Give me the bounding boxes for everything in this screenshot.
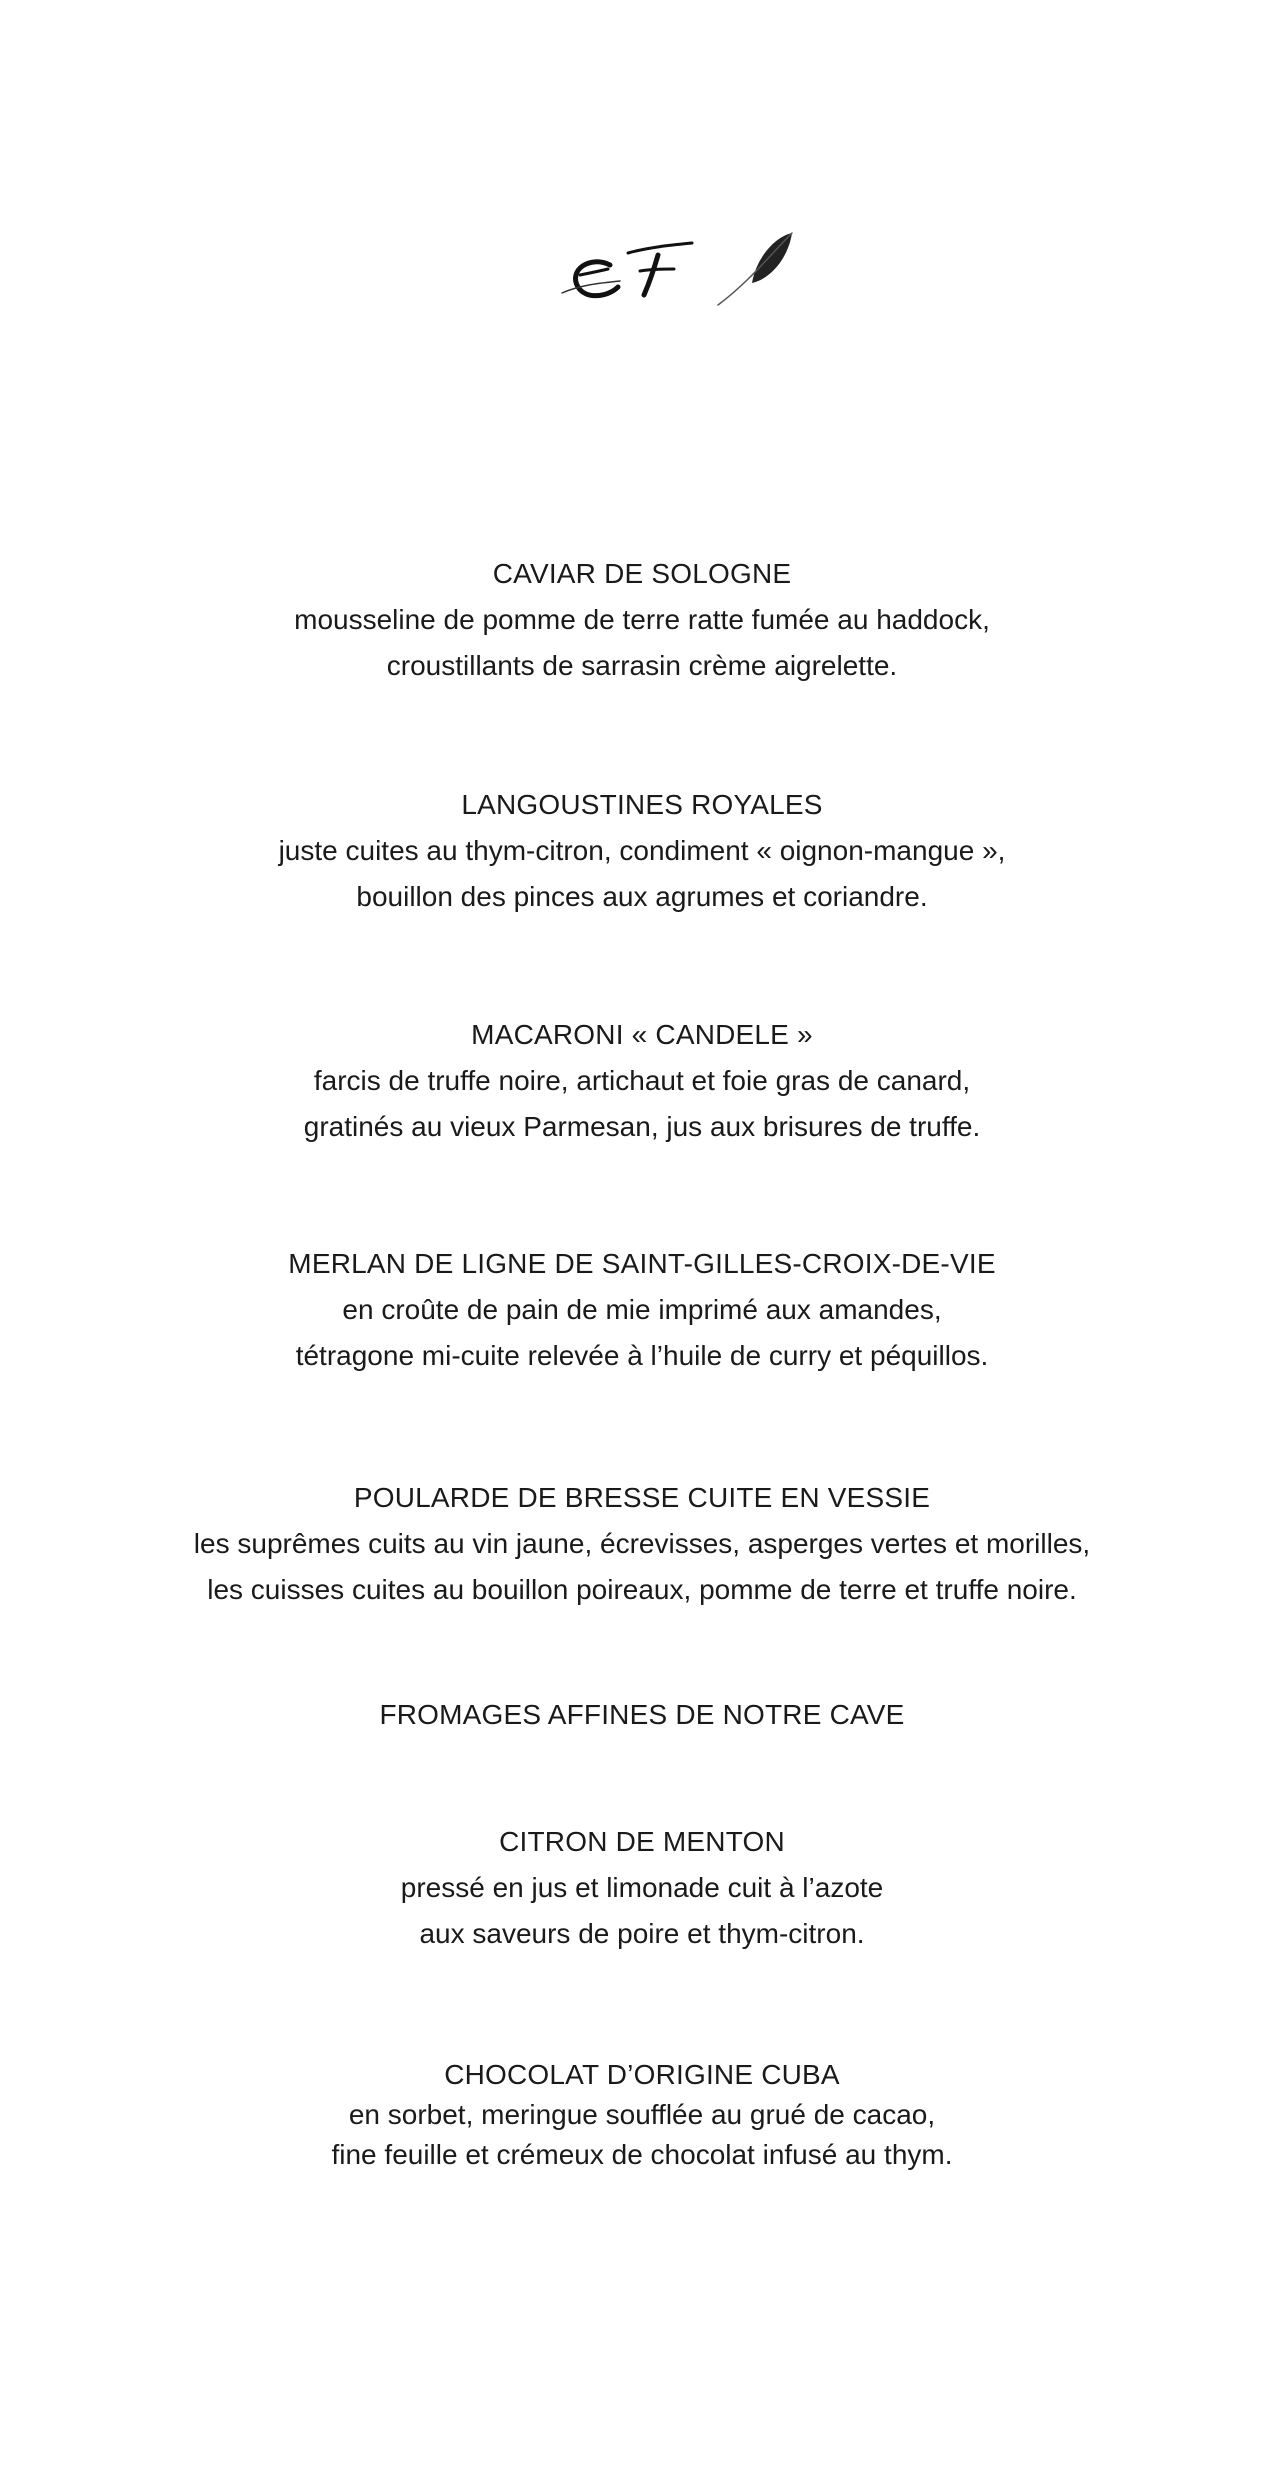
dish-title: MERLAN DE LIGNE DE SAINT-GILLES-CROIX-DE-VIE: [288, 1248, 996, 1279]
feather-icon: [718, 233, 792, 305]
dish-title: POULARDE DE BRESSE CUITE EN VESSIE: [353, 1482, 931, 1513]
dish-title: LANGOUSTINES ROYALES: [461, 789, 823, 820]
dish-description-line: en sorbet, meringue soufflée au grué de cacao,: [348, 2099, 936, 2130]
dish-citron: [0, 1819, 1284, 1957]
dish-description-line: farcis de truffe noire, artichaut et foie gras de canard,: [313, 1065, 971, 1096]
dish-title: CHOCOLAT D’ORIGINE CUBA: [444, 2059, 840, 2090]
dish-fromages: [0, 1692, 1284, 1738]
ef-monogram: [560, 225, 800, 315]
dish-macaroni: [0, 1012, 1284, 1150]
dish-caviar: [0, 551, 1284, 689]
dish-poularde: [0, 1475, 1284, 1613]
dish-title: CITRON DE MENTON: [499, 1826, 785, 1857]
dish-description-line: tétragone mi-cuite relevée à l’huile de curry et péquillos.: [295, 1340, 989, 1371]
dish-title: FROMAGES AFFINES DE NOTRE CAVE: [379, 1699, 905, 1730]
dish-description-line: croustillants de sarrasin crème aigrelette.: [386, 650, 898, 681]
dish-description-line: aux saveurs de poire et thym-citron.: [419, 1918, 865, 1949]
dish-description-line: juste cuites au thym-citron, condiment « oignon-mangue »,: [278, 835, 1006, 866]
dish-description-line: les suprêmes cuits au vin jaune, écrevisses, asperges vertes et morilles,: [193, 1528, 1091, 1559]
dish-title: MACARONI « CANDELE »: [471, 1019, 813, 1050]
dish-merlan: [0, 1241, 1284, 1379]
dish-description-line: mousseline de pomme de terre ratte fumée au haddock,: [294, 604, 990, 635]
dish-description-line: en croûte de pain de mie imprimé aux amandes,: [342, 1294, 942, 1325]
dish-langoustines: [0, 782, 1284, 920]
monogram-logo: [560, 225, 800, 315]
dish-title: CAVIAR DE SOLOGNE: [492, 558, 792, 589]
dish-description-line: pressé en jus et limonade cuit à l’azote: [400, 1872, 884, 1903]
dish-description-line: bouillon des pinces aux agrumes et coriandre.: [356, 881, 928, 912]
dish-description-line: fine feuille et crémeux de chocolat infusé au thym.: [331, 2139, 953, 2170]
dish-description-line: gratinés au vieux Parmesan, jus aux brisures de truffe.: [303, 1111, 981, 1142]
dish-chocolat: [0, 2055, 1284, 2175]
dish-description-line: les cuisses cuites au bouillon poireaux, pomme de terre et truffe noire.: [207, 1574, 1077, 1605]
